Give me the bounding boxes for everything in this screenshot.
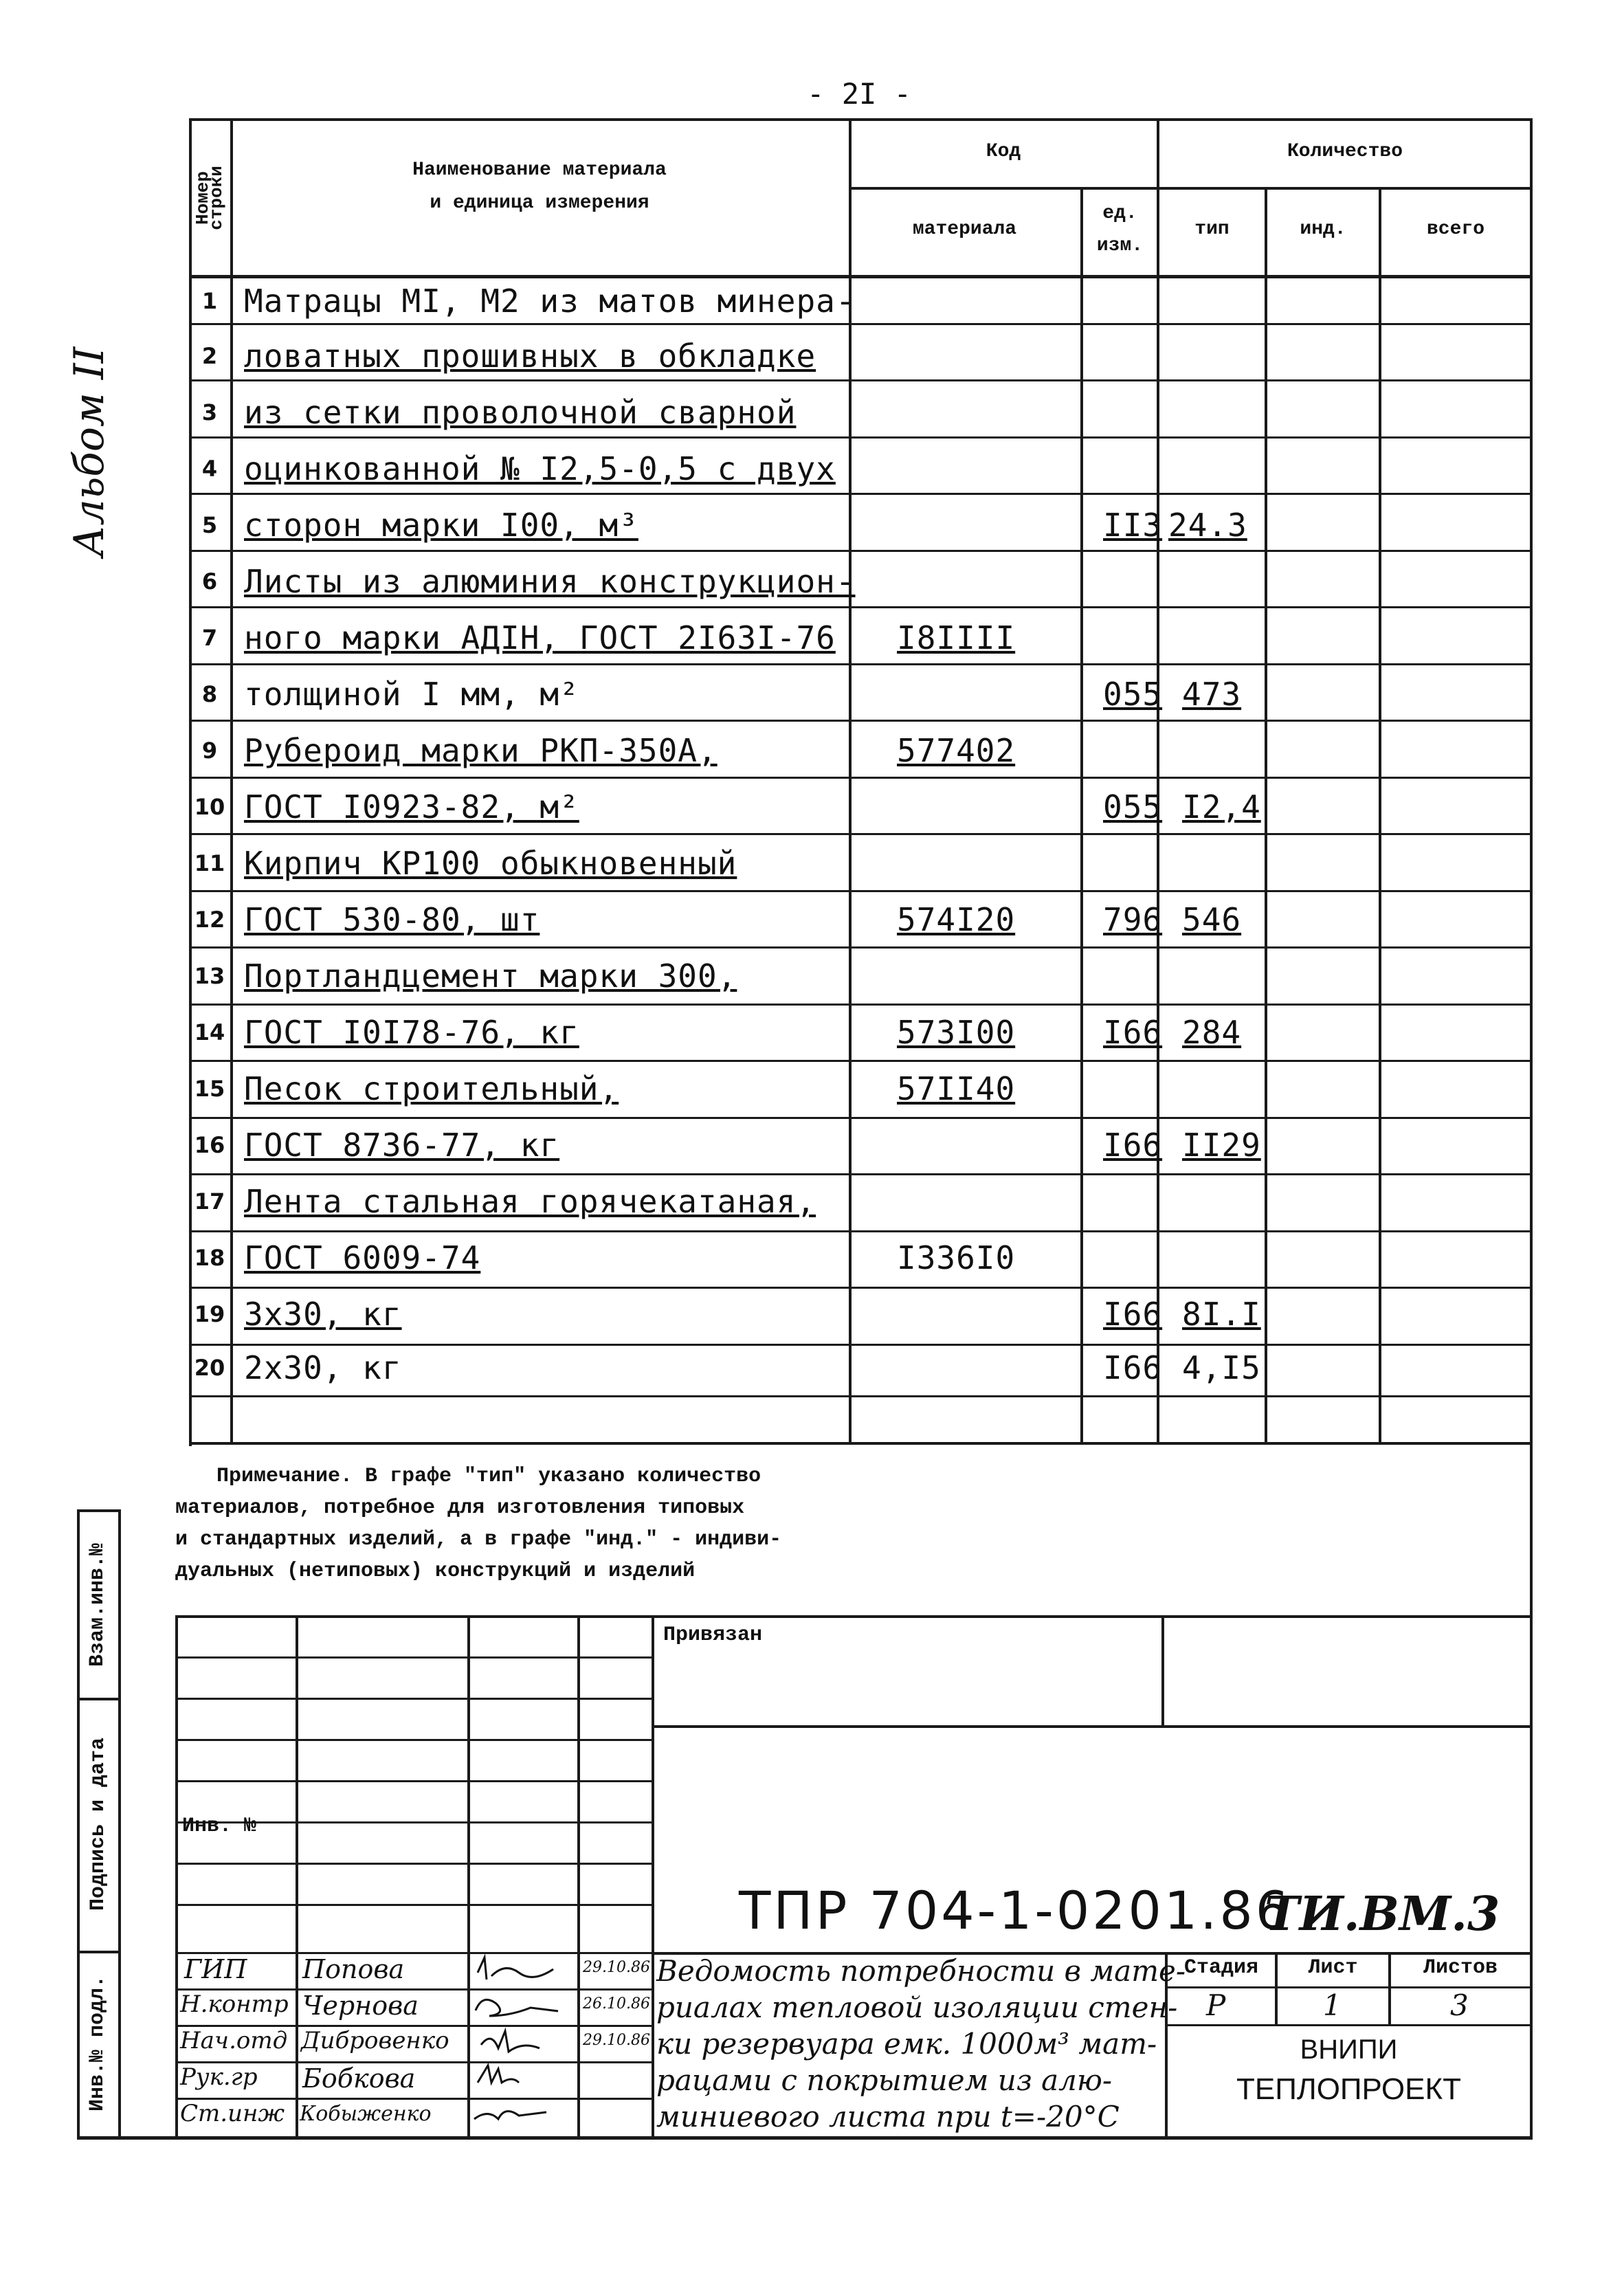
- unit-code: I66: [1103, 1014, 1163, 1051]
- unit-code: 055: [1103, 788, 1163, 825]
- header-total: всего: [1426, 219, 1484, 240]
- sheets-value: 3: [1450, 1988, 1469, 2022]
- sign-date: 26.10.86: [583, 1995, 650, 2013]
- signer-name: Бобкова: [302, 2063, 416, 2094]
- note-block: [175, 1461, 781, 1587]
- sign-date: 29.10.86: [583, 1959, 650, 1976]
- role-label: Н.контр: [180, 1991, 289, 2018]
- sheet-value: 1: [1323, 1988, 1342, 2022]
- qty-type: 473: [1182, 676, 1242, 713]
- unit-code: I66: [1103, 1127, 1163, 1164]
- row-number: 20: [194, 1355, 225, 1381]
- row-number: 17: [194, 1188, 225, 1215]
- stage-header: Стадия: [1183, 1956, 1259, 1980]
- header-individual: инд.: [1300, 219, 1346, 240]
- material-name: толщиной I мм, м²: [244, 676, 579, 713]
- album-mark: Альбом II: [65, 346, 113, 557]
- title-line: риалах тепловой изоляции стен-: [656, 1991, 1178, 2024]
- row-number: 1: [201, 288, 218, 314]
- title-line: миниевого листа при t=-20°С: [656, 2100, 1120, 2133]
- material-name: ГОСТ 6009-74: [244, 1239, 481, 1276]
- row-number: 7: [201, 625, 218, 651]
- material-name: ного марки АДIН, ГОСТ 2I63I-76: [244, 619, 836, 656]
- row-number: 19: [194, 1301, 225, 1327]
- row-number: 9: [201, 738, 218, 764]
- material-name: 3х30, кг: [244, 1296, 402, 1333]
- material-name: ГОСТ 530-80, шт: [244, 901, 540, 938]
- header-name-line1: Наименование материала: [412, 159, 667, 181]
- material-name: Кирпич КР100 обыкновенный: [244, 845, 737, 882]
- material-name: Матрацы МI, М2 из матов минера-: [244, 282, 856, 320]
- unit-code: I66: [1103, 1296, 1163, 1333]
- material-code: I8IIII: [897, 619, 1016, 656]
- material-code: 57II40: [897, 1070, 1016, 1107]
- material-name: оцинкованной № I2,5-0,5 с двух: [244, 450, 836, 487]
- material-name: Рубероид марки РКП-350А,: [244, 732, 718, 769]
- header-quantity: Количество: [1287, 141, 1403, 162]
- row-number: 15: [194, 1076, 225, 1102]
- side-label-replaced-inv: Взам.инв.№: [86, 1542, 109, 1667]
- qty-type: 8I.I: [1182, 1296, 1261, 1333]
- row-number: 18: [194, 1245, 225, 1271]
- note-line: материалов, потребное для изготовления типовых: [175, 1496, 745, 1520]
- header-row-number: Номер строки: [192, 166, 227, 230]
- row-number: 6: [201, 568, 218, 595]
- unit-code: 796: [1103, 901, 1163, 938]
- material-name: Песок строительный,: [244, 1070, 619, 1107]
- role-label: Ст.инж: [180, 2100, 285, 2127]
- row-number: 12: [194, 907, 225, 933]
- material-code: I336I0: [897, 1239, 1016, 1276]
- signer-name: Чернова: [302, 1991, 419, 2021]
- document-code: ТПР 704-1-0201.86: [739, 1880, 1292, 1941]
- material-name: ГОСТ 8736-77, кг: [244, 1127, 560, 1164]
- header-code: Код: [986, 141, 1021, 162]
- unit-code: 055: [1103, 676, 1163, 713]
- qty-type: II29: [1182, 1127, 1261, 1164]
- note-line: Примечание. В графе "тип" указано количество: [216, 1465, 761, 1488]
- row-number: 11: [194, 850, 225, 876]
- stage-value: Р: [1206, 1988, 1226, 2022]
- qty-type: I2,4: [1182, 788, 1261, 825]
- title-line: Ведомость потребности в мате-: [656, 1954, 1186, 1988]
- sheet-header: Лист: [1308, 1956, 1358, 1980]
- material-name: ловатных прошивных в обкладке: [244, 337, 816, 375]
- row-number: 5: [201, 512, 218, 538]
- sign-date: 29.10.86: [583, 2032, 650, 2049]
- material-name: ГОСТ I0923-82, м²: [244, 788, 579, 825]
- row-number: 2: [201, 343, 218, 369]
- row-number: 8: [201, 681, 218, 707]
- organization-line1: ВНИПИ: [1300, 2034, 1398, 2065]
- material-name: ГОСТ I0I78-76, кг: [244, 1014, 579, 1051]
- material-name: Портландцемент марки 300,: [244, 957, 737, 995]
- bound-label: Привязан: [663, 1623, 763, 1647]
- qty-type: 24.3: [1168, 507, 1247, 544]
- header-unit-1: ед.: [1102, 203, 1137, 224]
- qty-type: 284: [1182, 1014, 1242, 1051]
- role-label: ГИП: [184, 1954, 247, 1984]
- material-name: 2х30, кг: [244, 1349, 402, 1386]
- qty-type: 4,I5: [1182, 1349, 1261, 1386]
- material-code: 574I20: [897, 901, 1016, 938]
- note-line: дуальных (нетиповых) конструкций и изделий: [175, 1560, 696, 1583]
- material-code: 573I00: [897, 1014, 1016, 1051]
- title-line: рацами с покрытием из алю-: [656, 2063, 1113, 2097]
- signature-scribbles: [467, 1952, 579, 2136]
- header-type: тип: [1194, 219, 1230, 240]
- row-number: 3: [201, 399, 218, 425]
- signer-name: Дибровенко: [301, 2027, 449, 2054]
- role-label: Рук.гр: [180, 2063, 258, 2091]
- inventory-number-label: Инв. №: [182, 1815, 257, 1838]
- row-number: 16: [194, 1132, 225, 1158]
- material-name: сторон марки I00, м³: [244, 507, 638, 544]
- side-label-signature-date: Подпись и дата: [87, 1737, 110, 1911]
- organization-line2: ТЕПЛОПРОЕКТ: [1236, 2072, 1462, 2106]
- material-name: Листы из алюминия конструкцион-: [244, 563, 856, 600]
- document-mark: ТИ.ВМ.3: [1265, 1887, 1500, 1942]
- material-code: 577402: [897, 732, 1016, 769]
- header-name-line2: и единица измерения: [430, 192, 649, 214]
- material-name: Лента стальная горячекатаная,: [244, 1183, 816, 1220]
- material-name: из сетки проволочной сварной: [244, 394, 797, 431]
- page-number: - 2I -: [807, 77, 911, 111]
- row-number: 4: [201, 456, 218, 482]
- signer-name: Попова: [302, 1954, 405, 1984]
- side-label-original-inv: Инв.№ подл.: [86, 1975, 109, 2112]
- title-line: ки резервуара емк. 1000м³ мат-: [656, 2027, 1157, 2061]
- header-material: материала: [912, 219, 1017, 240]
- qty-type: 546: [1182, 901, 1242, 938]
- row-number: 14: [194, 1019, 225, 1045]
- row-number: 10: [194, 794, 225, 820]
- unit-code: I66: [1103, 1349, 1163, 1386]
- sheets-header: Листов: [1423, 1956, 1498, 1980]
- unit-code: II3: [1103, 507, 1163, 544]
- row-number: 13: [194, 963, 225, 989]
- role-label: Нач.отд: [180, 2027, 288, 2054]
- header-unit-2: изм.: [1096, 235, 1144, 256]
- signer-name: Кобыженко: [300, 2102, 432, 2126]
- note-line: и стандартных изделий, а в графе "инд." - индиви-: [175, 1528, 782, 1551]
